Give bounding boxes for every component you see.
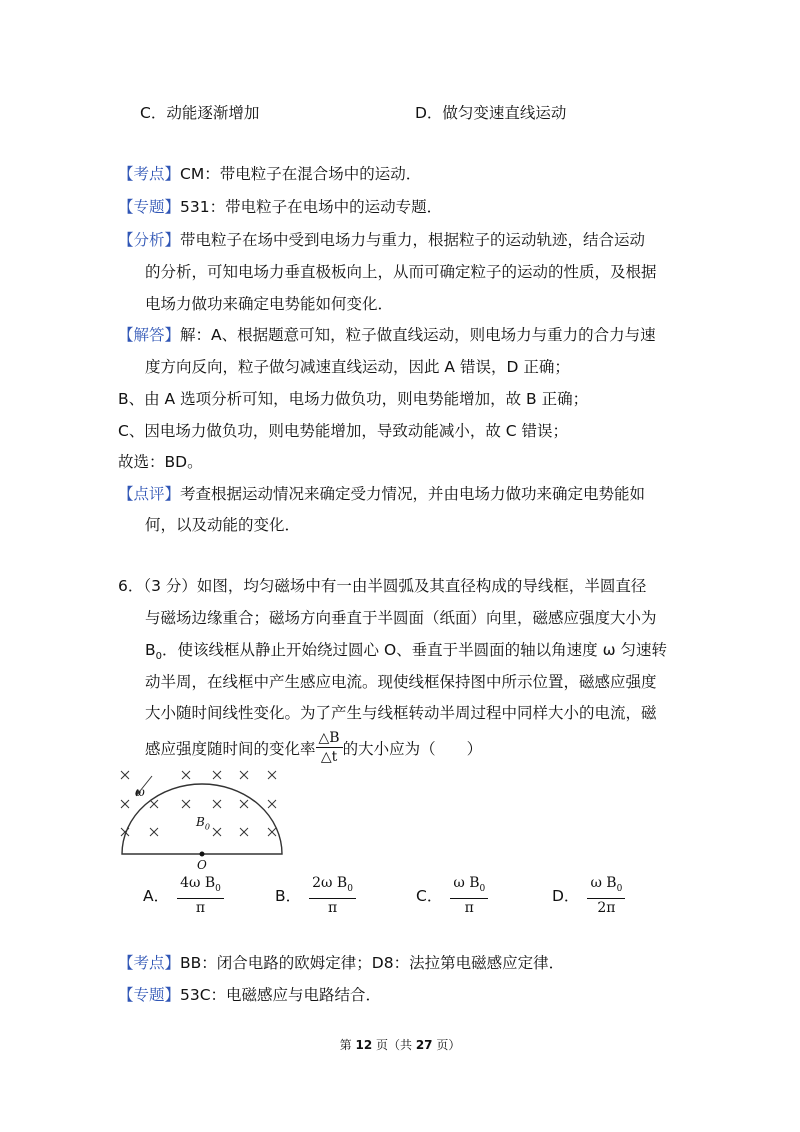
q6-line-1: 6．（3 分）如图，均匀磁场中有一由半圆弧及其直径构成的导线框，半圆直径 — [118, 577, 647, 595]
x-mark — [240, 771, 248, 779]
q6-line-6 — [145, 730, 482, 765]
kaodian-tag: 【考点】 — [118, 165, 181, 183]
option-c-fraction — [450, 875, 488, 916]
zhuanti-line — [118, 197, 442, 217]
option-b-fraction — [309, 875, 356, 916]
x-mark — [213, 828, 221, 836]
x-mark — [150, 800, 158, 808]
option-c-num: ω B — [453, 875, 480, 891]
q6-kaodian-line — [118, 953, 564, 973]
b0-symbol: B — [145, 641, 156, 659]
dianping-line-1 — [118, 484, 645, 504]
dianping-line-2: 何，以及动能的变化． — [145, 516, 301, 534]
option-b[interactable] — [275, 875, 356, 916]
q6-line-4: 动半周，在线框中产生感应电流。现使线框保持图中所示位置，磁感应强度 — [145, 673, 657, 691]
fenxi-text-1: 带电粒子在场中受到电场力与重力，根据粒子的运动轨迹，结合运动 — [180, 231, 646, 249]
option-d-num: ω B — [590, 875, 617, 891]
footer-pre: 第 — [339, 1038, 356, 1052]
option-a[interactable] — [143, 875, 224, 916]
option-d-fraction — [587, 875, 625, 916]
q6-zhuanti-tag: 【专题】 — [118, 986, 181, 1004]
zhuanti-tag: 【专题】 — [118, 198, 181, 216]
option-b-num-sub: 0 — [347, 883, 353, 894]
option-a-num: 4ω B — [180, 875, 216, 891]
b0-label-b: B — [196, 815, 205, 829]
kaodian-line — [118, 164, 421, 184]
option-a-letter: A． — [143, 887, 170, 906]
q6-line-2: 与磁场边缘重合；磁场方向垂直于半圆面（纸面）向里，磁感应强度大小为 — [145, 609, 657, 627]
omega-label: ω — [135, 785, 145, 799]
q6-kaodian-tag: 【考点】 — [118, 954, 181, 972]
zhuanti-text: 531：带电粒子在电场中的运动专题． — [180, 198, 443, 216]
db-numerator: △B — [316, 730, 343, 748]
jieda-tag: 【解答】 — [118, 326, 181, 344]
center-dot — [200, 852, 205, 857]
db-dt-fraction — [316, 730, 343, 765]
option-c-num-sub: 0 — [479, 883, 486, 894]
option-d-den: 2π — [597, 899, 616, 916]
x-mark — [268, 828, 276, 836]
option-c-text: C．动能逐渐增加 — [140, 104, 260, 122]
q6-kaodian-text: BB：闭合电路的欧姆定律；D8：法拉第电磁感应定律． — [180, 954, 565, 972]
q6-line-6-pre: 感应强度随时间的变化率 — [145, 739, 316, 758]
jieda-line-1 — [118, 325, 656, 345]
fenxi-line-2: 的分析，可知电场力垂直极板向上，从而可确定粒子的运动的性质，及根据 — [145, 263, 657, 281]
x-mark — [240, 828, 248, 836]
kaodian-text: CM：带电粒子在混合场中的运动． — [180, 165, 422, 183]
option-b-num: 2ω B — [312, 875, 348, 891]
option-c-letter: C． — [416, 887, 443, 906]
footer-post: 页） — [432, 1038, 461, 1052]
fenxi-line-3: 电场力做功来确定电势能如何变化． — [145, 295, 394, 313]
q6-line-5: 大小随时间线性变化。为了产生与线框转动半周过程中同样大小的电流，磁 — [145, 704, 657, 722]
jieda-line-b: B、由 A 选项分析可知，电场力做负功，则电势能增加，故 B 正确； — [118, 390, 589, 408]
fenxi-tag: 【分析】 — [118, 231, 181, 249]
footer-mid: 页（共 — [372, 1038, 416, 1052]
jieda-line-c: C、因电场力做负功，则电势能增加，导致动能减小，故 C 错误； — [118, 422, 569, 440]
q6-line-3 — [145, 640, 667, 667]
x-mark — [268, 771, 276, 779]
option-c-den: π — [464, 899, 474, 916]
b0-subscript: 0 — [155, 651, 163, 663]
x-mark — [121, 800, 129, 808]
option-c[interactable] — [416, 875, 488, 916]
dianping-text-1: 考查根据运动情况来确定受力情况，并由电场力做功来确定电势能如 — [180, 485, 646, 503]
option-a-fraction — [177, 875, 224, 916]
x-mark — [182, 800, 190, 808]
q6-line-3-text: ．使该线框从静止开始绕过圆心 O、垂直于半圆面的轴以角速度 ω 匀速转 — [162, 641, 667, 659]
option-d-text: D．做匀变速直线运动 — [415, 104, 567, 122]
jieda-line-2: 度方向反向，粒子做匀减速直线运动，因此 A 错误，D 正确； — [145, 358, 570, 376]
x-mark — [121, 771, 129, 779]
option-b-den: π — [327, 899, 338, 916]
dianping-tag: 【点评】 — [118, 485, 181, 503]
page-footer — [0, 1036, 800, 1053]
x-mark — [150, 828, 158, 836]
x-mark — [213, 771, 221, 779]
q6-zhuanti-text: 53C：电磁感应与电路结合． — [180, 986, 382, 1004]
b0-label-sub: 0 — [204, 822, 210, 832]
option-d-num-sub: 0 — [616, 883, 623, 894]
option-d-letter: D． — [552, 887, 580, 906]
footer-page-number: 12 — [355, 1038, 373, 1052]
jieda-text-1: 解：A、根据题意可知，粒子做直线运动，则电场力与重力的合力与速 — [180, 326, 656, 344]
b0-label — [196, 815, 210, 831]
x-mark — [240, 800, 248, 808]
option-a-den: π — [195, 899, 206, 916]
footer-total-pages: 27 — [415, 1038, 433, 1052]
x-mark — [213, 800, 221, 808]
fenxi-line-1 — [118, 230, 645, 250]
dt-denominator: △t — [320, 749, 338, 765]
answer-line: 故选：BD。 — [118, 453, 203, 471]
x-mark — [268, 800, 276, 808]
option-b-letter: B． — [275, 887, 302, 906]
center-o-label: O — [197, 858, 207, 872]
option-d[interactable] — [552, 875, 625, 916]
x-mark — [182, 771, 190, 779]
q6-zhuanti-line — [118, 985, 381, 1005]
option-a-num-sub: 0 — [215, 883, 221, 894]
q6-line-6-post: 的大小应为（ ） — [342, 739, 483, 758]
